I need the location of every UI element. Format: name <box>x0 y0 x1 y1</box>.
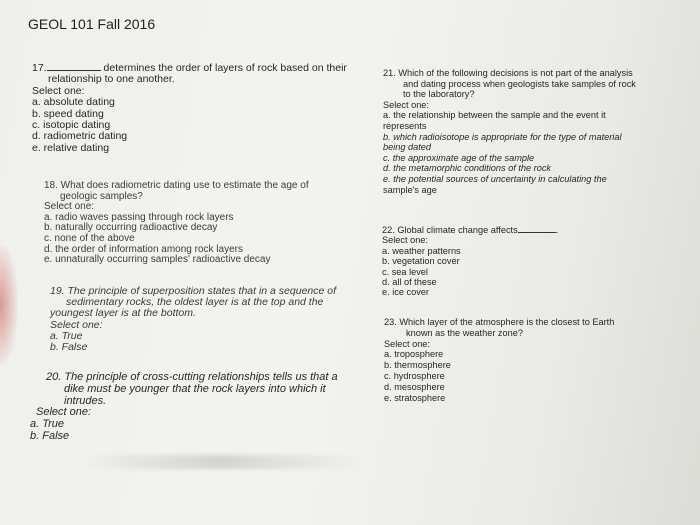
question-stem-line: sedimentary rocks, the oldest layer is at the top and the <box>66 296 324 309</box>
answer-option[interactable]: a. absolute dating <box>32 96 115 109</box>
select-one-label: Select one: <box>32 84 85 97</box>
question-20 <box>30 372 338 443</box>
answer-option-continued: sample's age <box>383 184 437 195</box>
answer-option[interactable]: e. unnaturally occurring samples' radioactive decay <box>44 254 271 266</box>
answer-option-continued: represents <box>383 120 427 131</box>
answer-option[interactable]: d. the order of information among rock layers <box>44 243 243 255</box>
answer-option[interactable]: b. thermosphere <box>384 360 451 371</box>
question-stem-line: to the laboratory? <box>403 89 475 100</box>
answer-option[interactable]: b. which radioisotope is appropriate for the type of material <box>383 131 622 142</box>
question-stem-line: intrudes. <box>64 394 107 407</box>
answer-option[interactable]: d. all of these <box>382 277 437 288</box>
bleed-through-smudge <box>80 455 360 469</box>
question-stem-line: geologic samples? <box>60 190 143 202</box>
question-number: 17. <box>32 62 47 74</box>
answer-option[interactable]: c. sea level <box>382 266 428 277</box>
answer-option[interactable]: a. the relationship between the sample and the event it <box>383 110 606 121</box>
select-one-label: Select one: <box>50 318 103 331</box>
answer-blank <box>47 62 101 71</box>
answer-option[interactable]: b. False <box>30 429 70 442</box>
answer-option[interactable]: d. radiometric dating <box>32 130 128 143</box>
question-21 <box>383 68 636 195</box>
question-stem-line: 19. The principle of superposition states that in a sequence of <box>50 285 337 297</box>
question-stem-line: relationship to one another. <box>48 73 175 86</box>
question-19 <box>50 286 336 353</box>
question-stem-line: 22. Global climate change affects <box>382 225 518 235</box>
question-18 <box>44 181 309 266</box>
question-22 <box>382 224 558 298</box>
question-23 <box>384 317 614 403</box>
page-edge-shadow <box>0 245 18 365</box>
answer-option[interactable]: c. none of the above <box>44 232 135 244</box>
select-one-label: Select one: <box>382 235 428 246</box>
answer-option[interactable]: d. the metamorphic conditions of the rock <box>383 163 552 174</box>
answer-option[interactable]: c. hydrosphere <box>384 370 445 381</box>
question-stem-line: youngest layer is at the bottom. <box>50 307 196 320</box>
question-stem-line: 23. Which layer of the atmosphere is the closest to Earth <box>384 317 615 327</box>
select-one-label: Select one: <box>44 201 95 213</box>
answer-option[interactable]: a. True <box>30 418 65 431</box>
answer-option[interactable]: b. vegetation cover <box>382 256 460 267</box>
page-title: GEOL 101 Fall 2016 <box>28 16 156 32</box>
answer-option[interactable]: a. troposphere <box>384 349 444 360</box>
question-stem-line: 18. What does radiometric dating use to estimate the age of <box>44 180 309 191</box>
question-stem-line: dike must be younger that the rock layers into which it <box>64 382 326 395</box>
answer-blank <box>518 224 556 233</box>
question-17 <box>32 62 347 154</box>
answer-option[interactable]: a. True <box>50 329 83 342</box>
answer-option[interactable]: e. relative dating <box>32 141 110 154</box>
answer-option[interactable]: a. weather patterns <box>382 245 461 256</box>
answer-option[interactable]: c. the approximate age of the sample <box>383 152 535 163</box>
answer-option[interactable]: e. stratosphere <box>384 392 446 403</box>
question-stem-line: 21. Which of the following decisions is not part of the analysis <box>383 68 633 78</box>
select-one-label: Select one: <box>36 406 92 419</box>
answer-option[interactable]: c. isotopic dating <box>32 119 111 132</box>
question-stem-line: known as the weather zone? <box>406 327 523 338</box>
answer-option[interactable]: e. the potential sources of uncertainty in calculating the <box>383 173 607 184</box>
answer-option[interactable]: e. ice cover <box>382 287 429 298</box>
question-stem-line: determines the order of layers of rock based on their <box>103 62 347 74</box>
answer-option[interactable]: a. radio waves passing through rock layers <box>44 211 234 223</box>
select-one-label: Select one: <box>384 338 430 349</box>
answer-option-continued: being dated <box>383 142 432 153</box>
select-one-label: Select one: <box>383 99 429 110</box>
question-stem-line: 20. The principle of cross-cutting relationships tells us that a <box>46 371 338 383</box>
answer-option[interactable]: b. speed dating <box>32 107 104 120</box>
answer-option[interactable]: b. naturally occurring radioactive decay <box>44 222 218 234</box>
answer-option[interactable]: d. mesosphere <box>384 381 445 392</box>
question-stem: 22. Global climate change affects . <box>382 225 559 235</box>
answer-option[interactable]: b. False <box>50 341 88 354</box>
question-stem-line: and dating process when geologists take samples of rock <box>403 78 636 89</box>
